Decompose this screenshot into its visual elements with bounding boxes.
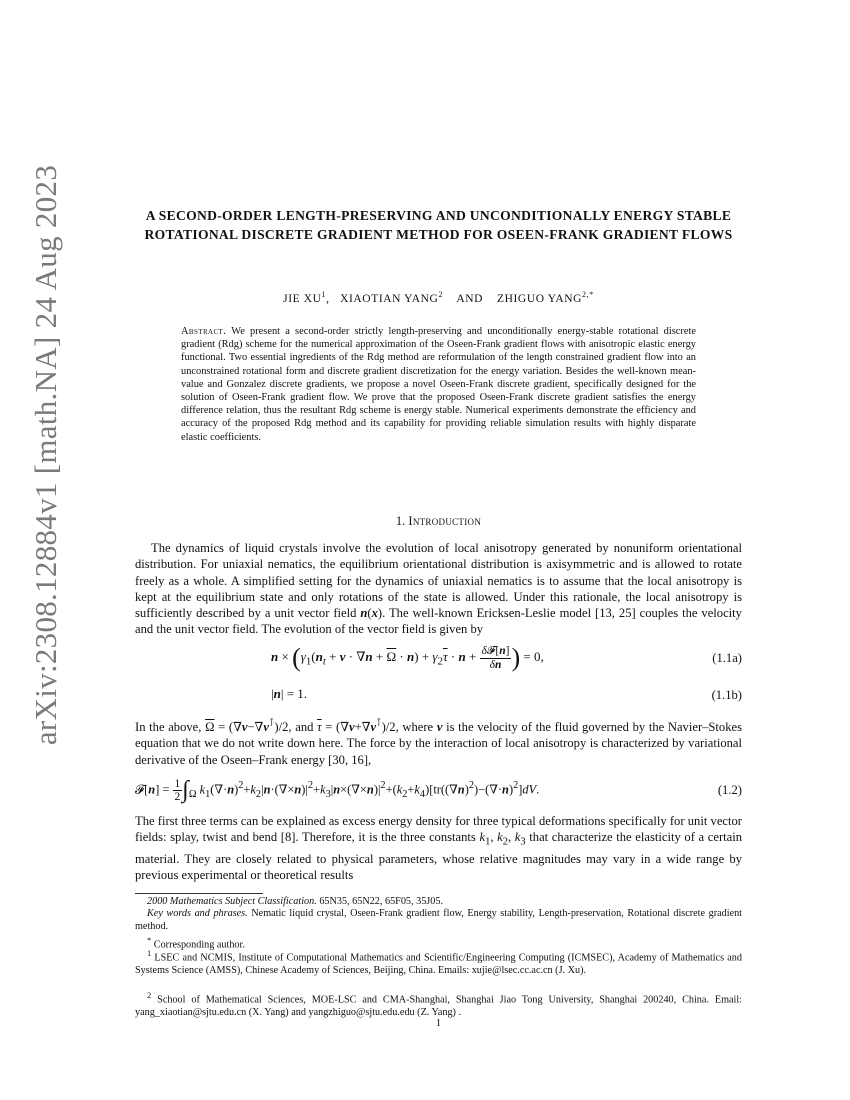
author-list: JIE $XU^1$, XIAOTIAN YANG$^2$ AND ZHIGUO $YANG^{2,*}$ (283, 290, 594, 305)
msc-label: 2000 Mathematics Subject Classification. (147, 896, 317, 907)
footnote-rule (135, 893, 263, 894)
msc-codes: 65N35, 65N22, 65F05, 35J05. (319, 896, 444, 907)
author-conjunction: AND (456, 292, 484, 305)
intro-paragraph-1: The dynamics of liquid crystals involve the evolution of local anisotropy generated by nonuniform orientational distribution. For uniaxial nematics, the equilibrium orientational distribution is axisymmetric and is allowed to rotate freely as a whole. A simplified setting for the dynamics of uniaxial nematics is to assume that the local anisotropy is kept at the equilibrium state and only rotations of the state is allowed. Under this rationale, the local anisotropy is sufficiently described by a unit vector field n(x). The well-known Ericksen-Leslie model [13, 25] couples the velocity and the unit vector field. The evolution of the vector field is given by (135, 541, 742, 637)
abstract-label: Abstract. (181, 326, 227, 337)
p1-text-b: . The well-known Ericksen-Leslie model [13, 25] couples the velocity and the unit vector field. The evolution of the vector field is given by (135, 606, 742, 637)
affiliation-1-mark: 1 (147, 948, 152, 958)
affiliation-2-text: School of Mathematical Sciences, MOE-LSC and CMA-Shanghai, Shanghai Jiao Tong University, Shanghai 200240, China. Email: yang_xiaotian@sjtu.edu.cn (X. Yang) and yangzhiguo@sjtu.edu.edu (Z. Yang) . (135, 994, 743, 1018)
section-heading (135, 514, 742, 529)
author-1-affil: 1 (321, 290, 327, 299)
section-number: 1. (395, 514, 406, 528)
p3-text-b: that characterize the elasticity of a certain material. They are closely related to physical parameters, whose relative magnitudes may vary in a wide range by previous experimental or theoretical results (135, 830, 743, 883)
author-1: JIE XU (283, 292, 322, 305)
affiliation-1-text: LSEC and NCMIS, Institute of Computational Mathematics and Scientific/Engineering Computing (ICMSEC), Academy of Mathematics and Systems Science (AMSS), Chinese Academy of Sciences, Beijing, China. Emails: xujie@lsec.cc.ac.cn (J. Xu). (135, 952, 742, 976)
affiliation-2-mark: 2 (147, 990, 152, 1000)
keywords-label: Key words and phrases. (147, 908, 248, 919)
arxiv-stamp-text: arXiv:2308.12884v1 [math.NA] 24 Aug 2023 (28, 164, 63, 746)
equation-1-1a-number: (1.1a) (712, 651, 742, 665)
equation-1-1b: |n| = 1. (1.1b) (271, 686, 742, 702)
paper-title: A SECOND-ORDER LENGTH-PRESERVING AND UNCONDITIONALLY ENERGY STABLE ROTATIONAL DISCRETE GRADIENT METHOD FOR OSEEN-FRANK GRADIENT FLOWS (144, 208, 733, 242)
intro-paragraph-2: In the above, $\overline{\Omega} = (\nabla v-\nabla v^⊺)/2$, and $\overline{\tau} = (\nabla v+\nabla v^⊺)/2$, where v is the velocity of the fluid governed by the Navier–Stokes equation that we do not write down here. The force by the interaction of local anisotropy is characterized by variational derivative of the Oseen–Frank energy [30, 16], (135, 718, 743, 767)
equation-1-2: 𝓕[n] = $\frac{1}{2}$ $\int_\Omega$ $k_1(\nabla\cdot n)^2+k_2|n\cdot(\nabla\times n)|^2+k_3|n\times(\nabla\times n)|^2+(k_2+k_4)[tr((\nabla n)^2)-(\nabla\cdot n)^2]dV$. (1.2) (135, 777, 742, 803)
author-3-affil: 2,* (582, 290, 594, 299)
equation-1-2-number: (1.2) (717, 783, 742, 797)
p3-text-a: The first three terms can be explained as excess energy density for three typical deformations specifically for unit vector fields: splay, twist and bend [8]. Therefore, it is the three constants (135, 814, 742, 845)
p2-text-a: In the above, (135, 720, 202, 735)
corresponding-mark: * (147, 935, 152, 945)
abstract (181, 325, 696, 444)
p2-text-d: is the velocity of the fluid governed by the Navier–Stokes equation that we do not write down here. The force by the interaction of local anisotropy is characterized by variational derivative of the Oseen–Frank energy [30, 16], (135, 720, 743, 767)
author-2: XIAOTIAN YANG (340, 292, 439, 305)
p1-text-a: The dynamics of liquid crystals involve the evolution of local anisotropy generated by nonuniform orientational distribution. For uniaxial nematics, the equilibrium orientational distribution is axisymmetric and is allowed to rotate freely as a whole. A simplified setting for the dynamics of uniaxial nematics is to assume that the local anisotropy is kept at the equilibrium state and only rotations of the state is allowed. Under this rationale, the local anisotropy is sufficiently described by a unit vector field (135, 541, 742, 621)
corresponding-text: Corresponding author. (153, 939, 245, 951)
p2-text-c: , where (395, 720, 434, 735)
author-3: ZHIGUO YANG (496, 292, 583, 305)
intro-paragraph-3: The first three terms can be explained as excess energy density for three typical deformations specifically for unit vector fields: splay, twist and bend [8]. Therefore, it is the three constants $k_1$, $k_2$, $k_3$ that characterize the elasticity of a certain material. They are closely related to physical parameters, whose relative magnitudes may vary in a wide range by previous experimental or theoretical results (135, 814, 743, 883)
equation-1-1a: $n \times (\gamma_1(n_t + v \cdot \nabla n + \overline{\Omega} \cdot n) + \gamma_2\overline{\tau} \cdot n$ + $\frac{\text{δ𝓕[n]}}{\delta n}$ ) = 0, (1.1a) (271, 643, 742, 672)
abstract-text: We present a second-order strictly length-preserving and unconditionally energy-stable rotational discrete gradient (Rdg) scheme for the numerical approximation of the Oseen-Frank gradient flows with anisotropic elastic energy functional. Two essential ingredients of the Rdg method are reformulation of the length constrained gradient flow into an unconstrained rotational form and discrete gradient discretization for the energy variation. Besides the well-known mean-value and Gonzalez discrete gradients, we propose a novel Oseen-Frank discrete gradient, specifically designed for the solution of Oseen-Frank gradient flow. We prove that the proposed Oseen-Frank discrete gradient satisfies the energy difference relation, thus the resultant Rdg scheme is energy stable. Numerical experiments demonstrate the efficiency and accuracy of the proposed Rdg method and its capability for providing reliable simulation results with highly disparate elastic coefficients. (181, 326, 696, 443)
footnote-affiliation-1 (135, 947, 742, 978)
arxiv-stamp (16, 164, 76, 746)
footnote-keywords (135, 908, 742, 933)
equation-1-1b-number: (1.1b) (711, 688, 742, 702)
author-2-affil: 2 (438, 290, 444, 299)
footnote-affiliation-2 (135, 989, 742, 1020)
p2-text-b: , and (288, 720, 314, 735)
section-title: Introduction (408, 514, 482, 528)
footnote-msc (135, 896, 742, 909)
keywords-text: Nematic liquid crystal, Oseen-Frank gradient flow, Energy stability, Length-preservation, Rotational discrete gradient method. (135, 908, 743, 932)
page-number: 1 (435, 1018, 442, 1029)
